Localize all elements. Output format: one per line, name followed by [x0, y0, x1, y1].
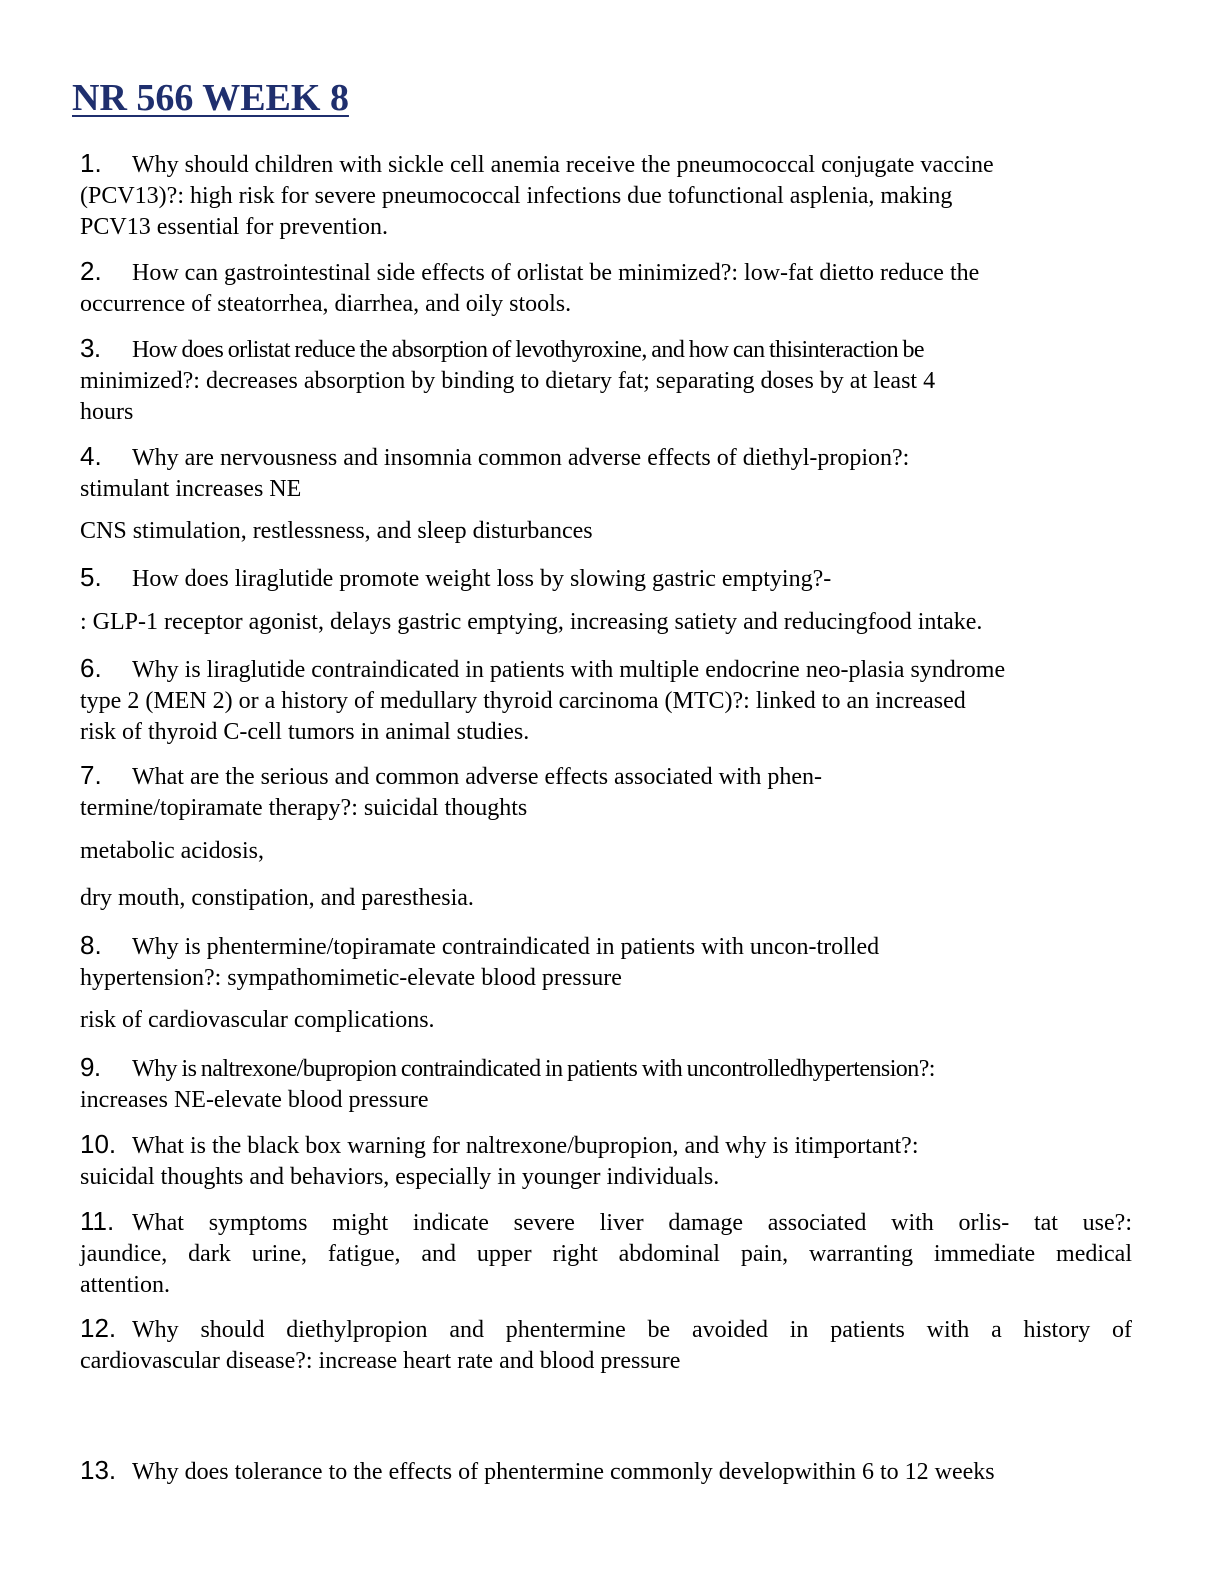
item-text: How can gastrointestinal side effects of orlistat be minimized?: low-fat dietto reduce the: [132, 260, 980, 286]
item-text: Why is naltrexone/bupropion contraindicated in patients with uncontrolledhypertension?:: [132, 1056, 935, 1082]
item-text: minimized?: decreases absorption by binding to dietary fat; separating doses by at least 4: [80, 368, 936, 394]
item-text: Why should diethylpropion and phentermine be avoided in patients with a history of: [132, 1317, 1132, 1343]
question-item-2: [80, 256, 1132, 320]
question-item-13: [80, 1455, 1132, 1488]
item-text: What are the serious and common adverse effects associated with phen-: [132, 764, 822, 790]
item-number: 4.: [80, 441, 102, 471]
item-number: 9.: [80, 1052, 101, 1082]
question-item-3: [80, 333, 1132, 428]
item-number: 2.: [80, 256, 102, 286]
question-item-6: [80, 653, 1132, 748]
item-number: 11.: [80, 1206, 115, 1236]
item-text: stimulant increases NE: [80, 476, 302, 502]
item-text: increases NE-elevate blood pressure: [80, 1087, 429, 1113]
question-item-1: [80, 148, 1132, 243]
question-item-11: [80, 1206, 1132, 1301]
item-text: risk of thyroid C-cell tumors in animal studies.: [80, 719, 530, 745]
item-text: CNS stimulation, restlessness, and sleep disturbances: [80, 518, 593, 544]
item-text: : GLP-1 receptor agonist, delays gastric emptying, increasing satiety and reducingfood intake.: [80, 609, 983, 635]
item-number: 5.: [80, 562, 102, 592]
answer-continuation: [80, 883, 1132, 914]
item-text: hours: [80, 399, 134, 425]
item-number: 6.: [80, 653, 102, 683]
item-number: 1.: [80, 148, 102, 178]
item-text: Why is phentermine/topiramate contraindicated in patients with uncon-trolled: [132, 934, 880, 960]
item-number: 7.: [80, 760, 102, 790]
question-item-9: [80, 1052, 1132, 1116]
item-text: occurrence of steatorrhea, diarrhea, and oily stools.: [80, 291, 572, 317]
item-number: 13.: [80, 1455, 117, 1485]
question-item-5: [80, 562, 1132, 595]
item-number: 12.: [80, 1313, 117, 1343]
question-item-4: [80, 441, 1132, 505]
item-text: dry mouth, constipation, and paresthesia.: [80, 885, 474, 911]
answer-continuation: [80, 1005, 1132, 1036]
item-text: type 2 (MEN 2) or a history of medullary thyroid carcinoma (MTC)?: linked to an increased: [80, 688, 966, 714]
answer-continuation: [80, 836, 1132, 867]
item-text: How does orlistat reduce the absorption of levothyroxine, and how can thisinteraction be: [132, 337, 925, 363]
item-text: How does liraglutide promote weight loss by slowing gastric emptying?-: [132, 566, 832, 592]
question-item-10: [80, 1129, 1132, 1193]
item-text: jaundice, dark urine, fatigue, and upper right abdominal pain, warranting immediate medical: [80, 1241, 1132, 1267]
answer-continuation: [80, 607, 1132, 638]
document-title: NR 566 WEEK 8: [72, 77, 349, 119]
item-text: What is the black box warning for naltrexone/bupropion, and why is itimportant?:: [132, 1133, 919, 1159]
item-number: 10.: [80, 1129, 117, 1159]
item-text: PCV13 essential for prevention.: [80, 214, 388, 240]
item-text: suicidal thoughts and behaviors, especially in younger individuals.: [80, 1164, 720, 1190]
item-text: risk of cardiovascular complications.: [80, 1007, 435, 1033]
item-text: cardiovascular disease?: increase heart rate and blood pressure: [80, 1348, 681, 1374]
item-text: Why are nervousness and insomnia common adverse effects of diethyl-propion?:: [132, 445, 910, 471]
item-text: metabolic acidosis,: [80, 838, 264, 864]
question-item-12: [80, 1313, 1132, 1377]
item-text: termine/topiramate therapy?: suicidal thoughts: [80, 795, 528, 821]
item-text: hypertension?: sympathomimetic-elevate blood pressure: [80, 965, 622, 991]
question-item-8: [80, 930, 1132, 994]
item-text: What symptoms might indicate severe liver damage associated with orlis- tat use?:: [132, 1210, 1132, 1236]
item-text: Why should children with sickle cell anemia receive the pneumococcal conjugate vaccine: [132, 152, 994, 178]
item-text: (PCV13)?: high risk for severe pneumococcal infections due tofunctional asplenia, making: [80, 183, 953, 209]
item-text: Why is liraglutide contraindicated in patients with multiple endocrine neo-plasia syndrome: [132, 657, 1006, 683]
item-text: Why does tolerance to the effects of phentermine commonly developwithin 6 to 12 weeks: [132, 1459, 995, 1485]
item-number: 8.: [80, 930, 102, 960]
item-text: attention.: [80, 1272, 170, 1298]
question-item-7: [80, 760, 1132, 824]
answer-continuation: [80, 516, 1132, 547]
item-number: 3.: [80, 333, 101, 363]
